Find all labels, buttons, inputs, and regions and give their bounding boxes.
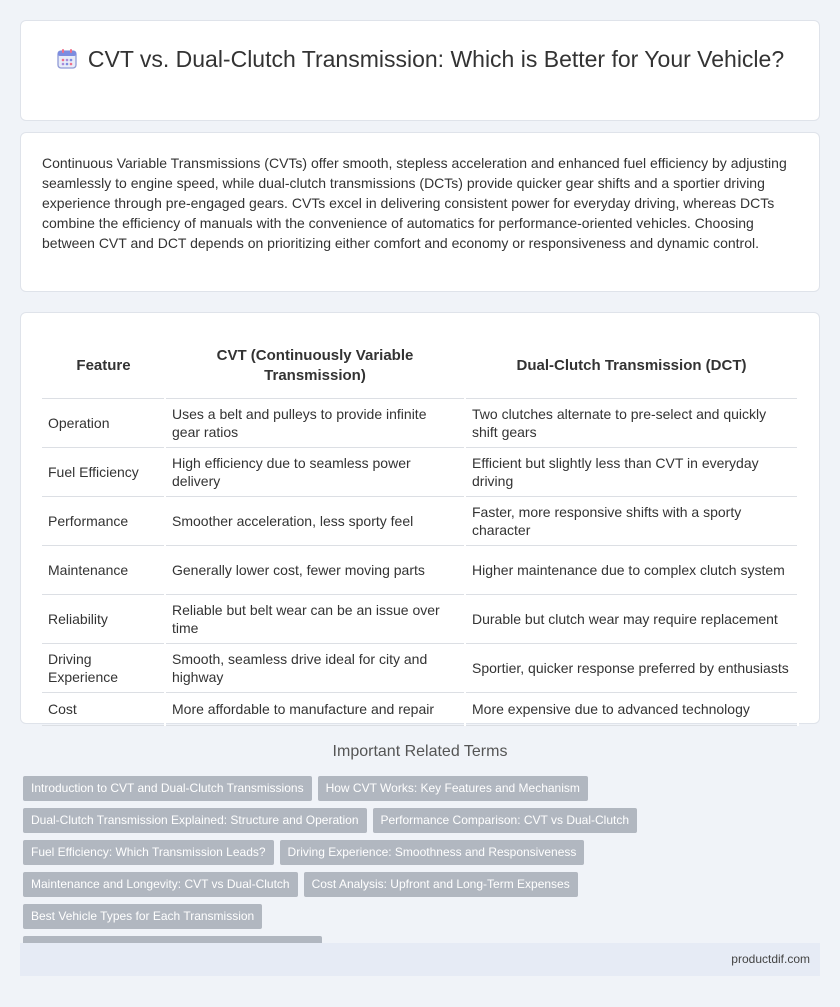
- table-row: [42, 594, 798, 643]
- related-term-tag[interactable]: Performance Comparison: CVT vs Dual-Clutch: [373, 808, 638, 833]
- dct-cell: Two clutches alternate to pre-select and quickly shift gears: [465, 398, 798, 447]
- related-term-tag[interactable]: Maintenance and Longevity: CVT vs Dual-Clutch: [23, 872, 298, 897]
- table-row: [42, 447, 798, 496]
- table-header-row: [42, 334, 798, 398]
- feature-cell: Reliability: [42, 594, 165, 643]
- feature-cell: Performance: [42, 496, 165, 545]
- related-term-tag[interactable]: Cost Analysis: Upfront and Long-Term Expenses: [304, 872, 578, 897]
- related-term-tag[interactable]: How CVT Works: Key Features and Mechanism: [318, 776, 588, 801]
- footer-site-link[interactable]: productdif.com: [731, 952, 810, 966]
- feature-cell: Operation: [42, 398, 165, 447]
- dct-cell: More expensive due to advanced technology: [465, 692, 798, 725]
- intro-card: [20, 132, 820, 292]
- dct-cell: Higher maintenance due to complex clutch system: [465, 545, 798, 594]
- related-term-tag[interactable]: Best Vehicle Types for Each Transmission: [23, 904, 262, 929]
- cvt-cell: Generally lower cost, fewer moving parts: [165, 545, 465, 594]
- related-terms-heading: Important Related Terms: [332, 743, 508, 760]
- cvt-cell: Uses a belt and pulleys to provide infinite gear ratios: [165, 398, 465, 447]
- table-row: [42, 692, 798, 725]
- comparison-card: [20, 312, 820, 724]
- table-row: [42, 398, 798, 447]
- footer: [20, 943, 820, 976]
- dct-cell: Faster, more responsive shifts with a sporty character: [465, 496, 798, 545]
- related-term-tag[interactable]: Dual-Clutch Transmission Explained: Structure and Operation: [23, 808, 367, 833]
- feature-cell: Maintenance: [42, 545, 165, 594]
- comparison-table: [42, 334, 799, 726]
- related-term-tag[interactable]: Fuel Efficiency: Which Transmission Leads?: [23, 840, 274, 865]
- cvt-cell: Smooth, seamless drive ideal for city and highway: [165, 643, 465, 692]
- cvt-cell: Smoother acceleration, less sporty feel: [165, 496, 465, 545]
- cvt-cell: Reliable but belt wear can be an issue over time: [165, 594, 465, 643]
- related-term-tag[interactable]: Introduction to CVT and Dual-Clutch Transmissions: [23, 776, 312, 801]
- page-title: CVT vs. Dual-Clutch Transmission: Which is Better for Your Vehicle?: [87, 46, 785, 72]
- dct-cell: Efficient but slightly less than CVT in everyday driving: [465, 447, 798, 496]
- feature-cell: Driving Experience: [42, 643, 165, 692]
- header-cvt: CVT (Continuously Variable Transmission): [165, 334, 465, 398]
- table-row: [42, 643, 798, 692]
- cvt-cell: More affordable to manufacture and repair: [165, 692, 465, 725]
- header-feature: Feature: [42, 334, 165, 398]
- header-dct: Dual-Clutch Transmission (DCT): [465, 334, 798, 398]
- calendar-icon: [56, 48, 78, 70]
- table-row: [42, 545, 798, 594]
- dct-cell: Durable but clutch wear may require replacement: [465, 594, 798, 643]
- title-card: [20, 20, 820, 121]
- feature-cell: Fuel Efficiency: [42, 447, 165, 496]
- page-title-wrap: [21, 45, 819, 74]
- intro-paragraph: Continuous Variable Transmissions (CVTs) offer smooth, stepless acceleration and enhanced fuel efficiency by adjusting seamlessly to engine speed, while dual-clutch transmissions (DCTs) provide quicker gear shifts and a sportier driving experience through pre-engaged gears. CVTs excel in delivering consistent power for everyday driving, whereas DCTs combine the efficiency of manuals with the convenience of automatics for performance-oriented vehicles. Choosing between CVT and DCT depends on prioritizing either comfort and economy or responsiveness and dynamic control.: [42, 155, 787, 251]
- cvt-cell: High efficiency due to seamless power delivery: [165, 447, 465, 496]
- dct-cell: Sportier, quicker response preferred by enthusiasts: [465, 643, 798, 692]
- related-term-tag[interactable]: Driving Experience: Smoothness and Responsiveness: [280, 840, 585, 865]
- table-row: [42, 496, 798, 545]
- feature-cell: Cost: [42, 692, 165, 725]
- related-terms-list: [23, 776, 823, 968]
